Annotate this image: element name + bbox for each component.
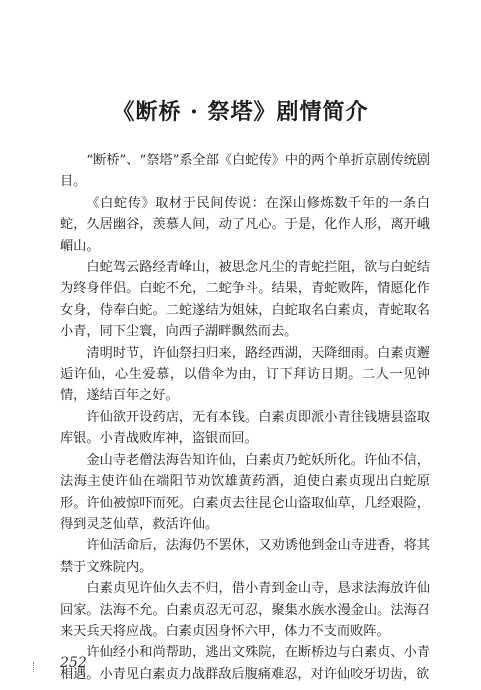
paragraph: 许仙经小和尚帮助，逃出文殊院，在断桥边与白素贞、小青相遇。小青见白素贞力战群敌后腹痛难忍，对许仙咬牙切齿，欲 (60, 645, 430, 682)
paragraph: 清明时节，许仙祭扫归来，路经西湖，天降细雨。白素贞邂逅许仙，心生爱慕，以借伞为由，订下拜访日期。二人一见钟情，遂结百年之好。 (60, 345, 430, 404)
margin-mark (33, 662, 38, 672)
paragraph: 金山寺老僧法海告知许仙，白素贞乃蛇妖所化。许仙不信，法海主使许仙在端阳节劝饮雄黄药酒，迫使白素贞现出白蛇原形。许仙被惊吓而死。白素贞去往昆仑山盗取仙草，几经艰险，得到灵芝仙草，救活许仙。 (60, 452, 430, 532)
paragraph: 《白蛇传》取材于民间传说：在深山修炼数千年的一条白蛇，久居幽谷，羡慕人间，动了凡心。于是，化作人形，离开峨嵋山。 (60, 195, 430, 254)
page-title: 《断桥 · 祭塔》剧情简介 (112, 99, 369, 125)
paragraph: 白蛇驾云路经青峰山，被思念凡尘的青蛇拦阻，欲与白蛇结为终身伴侣。白蛇不允，二蛇争斗。结果，青蛇败阵，情愿化作女身，侍奉白蛇。二蛇遂结为姐妹，白蛇取名白素贞，青蛇取名小青，同下尘寰，向西子湖畔飘然而去。 (60, 260, 430, 340)
body-text (60, 150, 430, 685)
page-number: 252 (60, 655, 87, 671)
paragraph: 许仙活命后，法海仍不罢休，又劝诱他到金山寺进香，将其禁于文殊院内。 (60, 538, 430, 575)
paragraph: 许仙欲开设药店，无有本钱。白素贞即派小青往钱塘县盗取库银。小青战败库神，盗银而回。 (60, 409, 430, 447)
paragraph: “断桥”、“祭塔”系全部《白蛇传》中的两个单折京剧传统剧目。 (60, 153, 430, 190)
paragraph: 白素贞见许仙久去不归，借小青到金山寺，恳求法海放许仙回家。法海不允。白素贞忍无可忍，聚集水族水漫金山。法海召来天兵天将应战。白素贞因身怀六甲，体力不支而败阵。 (60, 581, 430, 639)
